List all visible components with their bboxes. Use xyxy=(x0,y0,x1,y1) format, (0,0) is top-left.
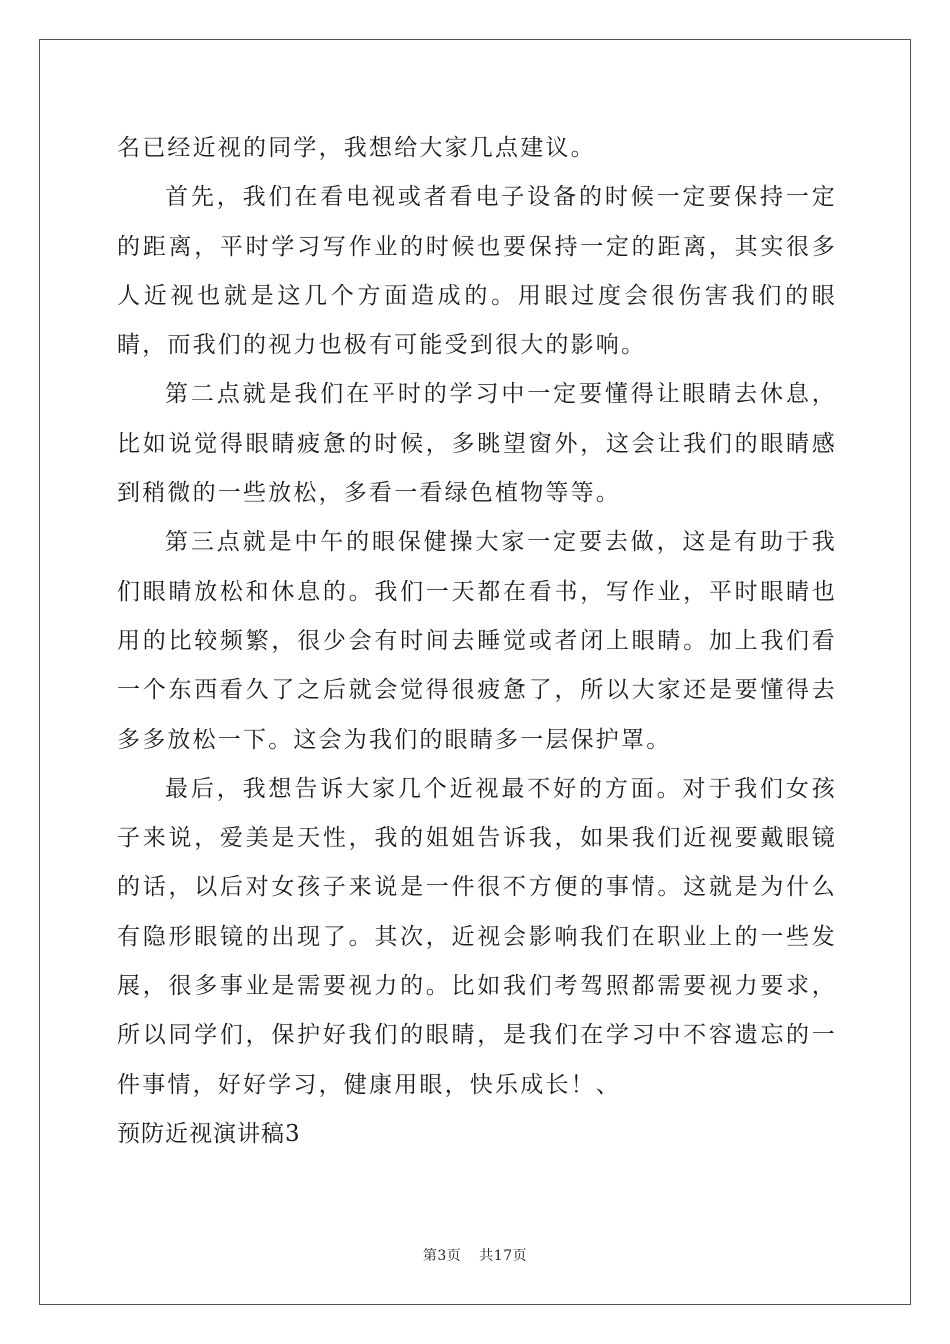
paragraph-4: 第三点就是中午的眼保健操大家一定要去做，这是有助于我们眼睛放松和休息的。我们一天都在看书，写作业，平时眼睛也用的比较频繁，很少会有时间去睡觉或者闭上眼睛。加上我们看一个东西看久了之后就会觉得很疲惫了，所以大家还是要懂得去多多放松一下。这会为我们的眼睛多一层保护罩。 xyxy=(117,529,837,753)
paragraph-3: 第二点就是我们在平时的学习中一定要懂得让眼睛去休息，比如说觉得眼睛疲惫的时候，多眺望窗外，这会让我们的眼睛感到稍微的一些放松，多看一看绿色植物等等。 xyxy=(117,381,837,507)
paragraph-1: 名已经近视的同学，我想给大家几点建议。 xyxy=(117,135,596,161)
paragraph-2: 首先，我们在看电视或者看电子设备的时候一定要保持一定的距离，平时学习写作业的时候也要保持一定的距离，其实很多人近视也就是这几个方面造成的。用眼过度会很伤害我们的眼睛，而我们的视力也极有可能受到很大的影响。 xyxy=(117,184,837,359)
paragraph-5: 最后，我想告诉大家几个近视最不好的方面。对于我们女孩子来说，爱美是天性，我的姐姐告诉我，如果我们近视要戴眼镜的话，以后对女孩子来说是一件很不方便的事情。这就是为什么有隐形眼镜的出现了。其次，近视会影响我们在职业上的一些发展，很多事业是需要视力的。比如我们考驾照都需要视力要求，所以同学们，保护好我们的眼睛，是我们在学习中不容遗忘的一件事情，好好学习，健康用眼，快乐成长！、 xyxy=(117,775,837,1098)
page-total: 共17页 xyxy=(479,1248,528,1264)
section-title: 预防近视演讲稿3 xyxy=(117,1120,301,1147)
page-number: 第3页 xyxy=(422,1248,462,1264)
page-footer xyxy=(0,1245,950,1265)
document-body xyxy=(117,124,837,1159)
